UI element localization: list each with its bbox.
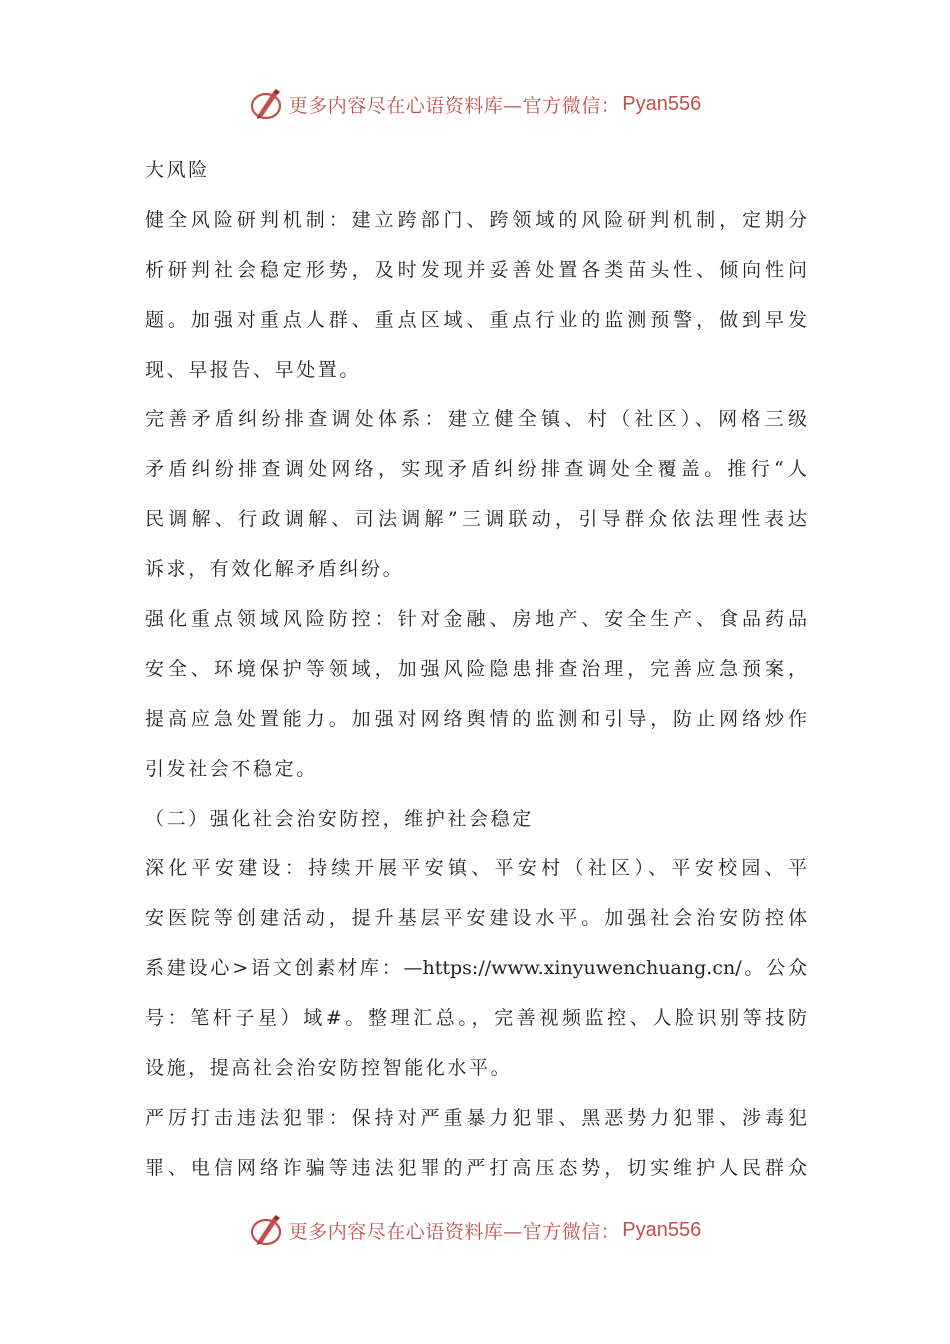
text-line: 引发社会不稳定。 bbox=[145, 757, 318, 780]
pen-logo-icon bbox=[249, 1212, 285, 1248]
text-line: 矛盾纠纷排查调处网络，实现矛盾纠纷排查调处全覆盖。推行“人 bbox=[145, 458, 807, 481]
text-line: 安全、环境保护等领域，加强风险隐患排查治理，完善应急预案， bbox=[145, 657, 807, 680]
text-line: 罪、电信网络诈骗等违法犯罪的严打高压态势，切实维护人民群众 bbox=[145, 1156, 807, 1179]
text-line: 诉求，有效化解矛盾纠纷。 bbox=[145, 558, 405, 581]
text-line: 析研判社会稳定形势，及时发现并妥善处置各类苗头性、倾向性问 bbox=[145, 258, 807, 281]
footer-watermark bbox=[0, 1210, 950, 1250]
text-line: 民调解、行政调解、司法调解”三调联动，引导群众依法理性表达 bbox=[145, 508, 807, 531]
text-line: 现、早报告、早处置。 bbox=[145, 358, 362, 381]
document-body bbox=[145, 146, 807, 1194]
section-heading: （二）强化社会治安防控，维护社会稳定 bbox=[145, 807, 534, 830]
text-line: 安医院等创建活动，提升基层平安建设水平。加强社会治安防控体 bbox=[145, 907, 807, 930]
watermark-text: 更多内容尽在心语资料库—官方微信： bbox=[288, 1220, 621, 1243]
text-line: 系建设心>语文创素材库：—https://www.xinyuwenchuang.cn/。公众 bbox=[145, 957, 807, 980]
text-line: 设施，提高社会治安防控智能化水平。 bbox=[145, 1057, 513, 1080]
text-line: 深化平安建设：持续开展平安镇、平安村（社区）、平安校园、平 bbox=[145, 857, 807, 880]
text-line: 完善矛盾纠纷排查调处体系：建立健全镇、村（社区）、网格三级 bbox=[145, 408, 807, 431]
watermark-handle: Pyan556 bbox=[622, 92, 702, 115]
text-line: 健全风险研判机制：建立跨部门、跨领域的风险研判机制，定期分 bbox=[145, 208, 807, 231]
text-line: 严厉打击违法犯罪：保持对严重暴力犯罪、黑恶势力犯罪、涉毒犯 bbox=[145, 1106, 807, 1129]
text-line: 题。加强对重点人群、重点区域、重点行业的监测预警，做到早发 bbox=[145, 308, 807, 331]
text-line: 号：笔杆子星）域#。整理汇总。，完善视频监控、人脸识别等技防 bbox=[145, 1007, 807, 1030]
pen-logo-icon bbox=[249, 86, 285, 122]
watermark-handle: Pyan556 bbox=[622, 1218, 702, 1241]
text-line: 强化重点领域风险防控：针对金融、房地产、安全生产、食品药品 bbox=[145, 608, 807, 631]
text-line: 提高应急处置能力。加强对网络舆情的监测和引导，防止网络炒作 bbox=[145, 707, 807, 730]
text-line: 大风险 bbox=[145, 159, 210, 181]
header-watermark bbox=[0, 84, 950, 124]
watermark-text: 更多内容尽在心语资料库—官方微信： bbox=[288, 94, 621, 117]
